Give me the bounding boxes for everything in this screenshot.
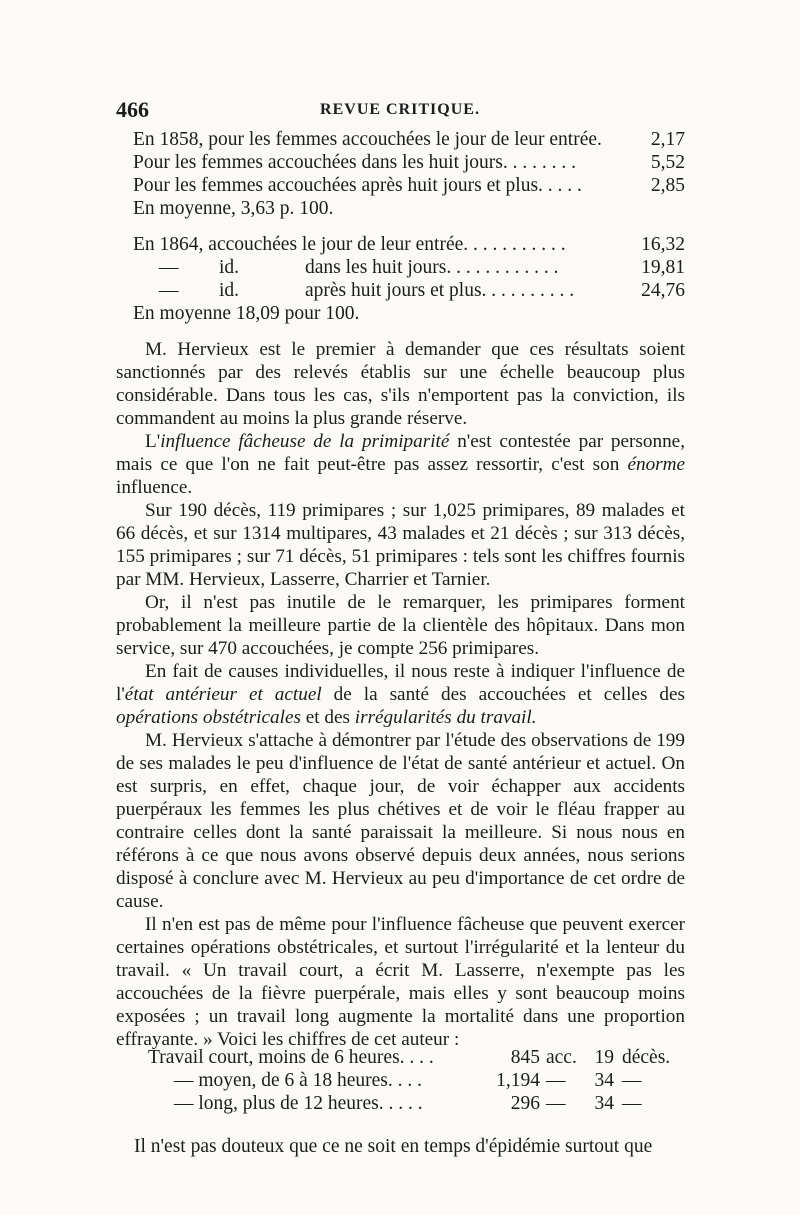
stats-value: 16,32 (641, 234, 685, 255)
ditto-dash: — (159, 280, 179, 301)
births-count: 1,194 (496, 1070, 540, 1091)
stats-row (133, 128, 685, 151)
idem-mark: id. (219, 280, 240, 301)
stats-value: 5,52 (650, 152, 685, 173)
stats-1864 (133, 233, 685, 325)
stats-label: En 1864, accouchées le jour de leur entrée. . . . . . . . . . . (133, 234, 566, 255)
paragraph: Or, il n'est pas inutile de le remarquer, les primipares forment probablement la meilleure partie de la clientèle des hôpitaux. Dans mon service, sur 470 accouchées, je compte 256 primipares. (116, 592, 685, 659)
italic-run: irrégularités du travail. (354, 707, 537, 728)
table-row (148, 1092, 668, 1115)
italic-run: influence fâcheuse de la primiparité (160, 431, 450, 452)
italic-run: état antérieur et actuel (124, 684, 322, 705)
stats-row (133, 256, 685, 279)
deaths-label: — (622, 1070, 642, 1091)
italic-run: énorme (627, 454, 685, 475)
stats-label: Pour les femmes accouchées dans les huit jours. . . . . . . . (133, 152, 576, 173)
stats-label-text: dans les huit jours. . . . . . . . . . . . (305, 257, 559, 278)
italic-run: opérations obstétricales (116, 707, 301, 728)
table-row (148, 1046, 671, 1069)
stats-label: En 1858, pour les femmes accouchées le jour de leur entrée. (133, 129, 602, 150)
stats-label-text: après huit jours et plus. . . . . . . . . . (305, 280, 575, 301)
deaths-count: 19 (594, 1047, 614, 1068)
stats-1858 (133, 128, 685, 220)
stats-value: 2,17 (650, 129, 685, 150)
unit-label: acc. (546, 1047, 577, 1068)
journal-title: REVUE CRITIQUE. (320, 101, 480, 118)
deaths-label: décès. (622, 1047, 671, 1068)
text-run: influence. (116, 477, 193, 498)
average-text: En moyenne 18,09 pour 100. (133, 303, 360, 324)
running-head (116, 97, 684, 123)
row-label: — long, plus de 12 heures. . . . . (174, 1093, 423, 1114)
stats-average (133, 302, 685, 325)
stats-label (159, 279, 574, 302)
stats-row (133, 279, 685, 302)
text-run: n'est contestée par personne, mais ce que l'on ne fait peut-être pas assez ressortir, c'est son (116, 431, 685, 475)
body-text (116, 338, 685, 1051)
stats-label (159, 256, 559, 279)
deaths-count: 34 (594, 1070, 614, 1091)
text-run: de la santé des accouchées et celles des (321, 684, 685, 705)
average-text: En moyenne, 3,63 p. 100. (133, 198, 334, 219)
text-run: et des (300, 707, 355, 728)
births-count: 845 (510, 1047, 540, 1068)
births-count: 296 (510, 1093, 540, 1114)
deaths-count: 34 (594, 1093, 614, 1114)
paragraph: Il n'en est pas de même pour l'influence fâcheuse que peuvent exercer certaines opérations obstétricales, et surtout l'irrégularité et la lenteur du travail. « Un travail court, a écrit M. Lasserre, n'exempte pas les accouchées de la fièvre puerpérale, mais elles y sont beaucoup moins exposées ; un travail long augmente la mortalité dans une proportion effrayante. » Voici les chiffres de cet auteur : (116, 914, 685, 1050)
stats-label: Pour les femmes accouchées après huit jours et plus. . . . . (133, 175, 582, 196)
row-label: — moyen, de 6 à 18 heures. . . . (174, 1070, 423, 1091)
unit-label: — (546, 1070, 566, 1091)
labor-duration-table (148, 1046, 671, 1115)
table-row (148, 1069, 668, 1092)
closing-line: Il n'est pas douteux que ce ne soit en temps d'épidémie surtout que (134, 1136, 653, 1157)
idem-mark: id. (219, 257, 240, 278)
ditto-dash: — (159, 257, 179, 278)
stats-value: 19,81 (641, 257, 685, 278)
stats-row (133, 233, 685, 256)
text-run: L' (145, 431, 161, 452)
unit-label: — (546, 1093, 566, 1114)
text-run: En fait de causes individuelles, il nous reste à indiquer l'influence de l' (116, 661, 685, 705)
paragraph: M. Hervieux s'attache à démontrer par l'étude des observations de 199 de ses malades le peu d'influence de l'état de santé antérieur et actuel. On est surpris, en effet, chaque jour, de voir échapper aux accidents puerpéraux les femmes les plus chétives et de voir le fléau frapper au contraire celles dont la santé paraissait la meilleure. Si nous nous en référons à ce que nous avons observé depuis deux années, nous serions disposé à conclure avec M. Hervieux au peu d'importance de cet ordre de cause. (116, 730, 685, 912)
paragraph (116, 430, 685, 499)
paragraph: Sur 190 décès, 119 primipares ; sur 1,025 primipares, 89 malades et 66 décès, et sur 1314 multipares, 43 malades et 21 décès ; sur 313 décès, 155 primipares ; sur 71 décès, 51 primipares : tels sont les chiffres fournis par MM. Hervieux, Lasserre, Charrier et Tarnier. (116, 500, 685, 590)
paragraph (116, 660, 685, 729)
stats-row (133, 151, 685, 174)
stats-value: 2,85 (650, 175, 685, 196)
page-number: 466 (116, 97, 149, 122)
stats-value: 24,76 (641, 280, 685, 301)
row-label: Travail court, moins de 6 heures. . . . (148, 1047, 434, 1068)
stats-row (133, 174, 685, 197)
paragraph: M. Hervieux est le premier à demander que ces résultats soient sanctionnés par des relevés établis sur une échelle beaucoup plus considérable. Dans tous les cas, s'ils n'emportent pas la conviction, ils commandent au moins la plus grande réserve. (116, 339, 685, 429)
deaths-label: — (622, 1093, 642, 1114)
stats-average (133, 197, 685, 220)
